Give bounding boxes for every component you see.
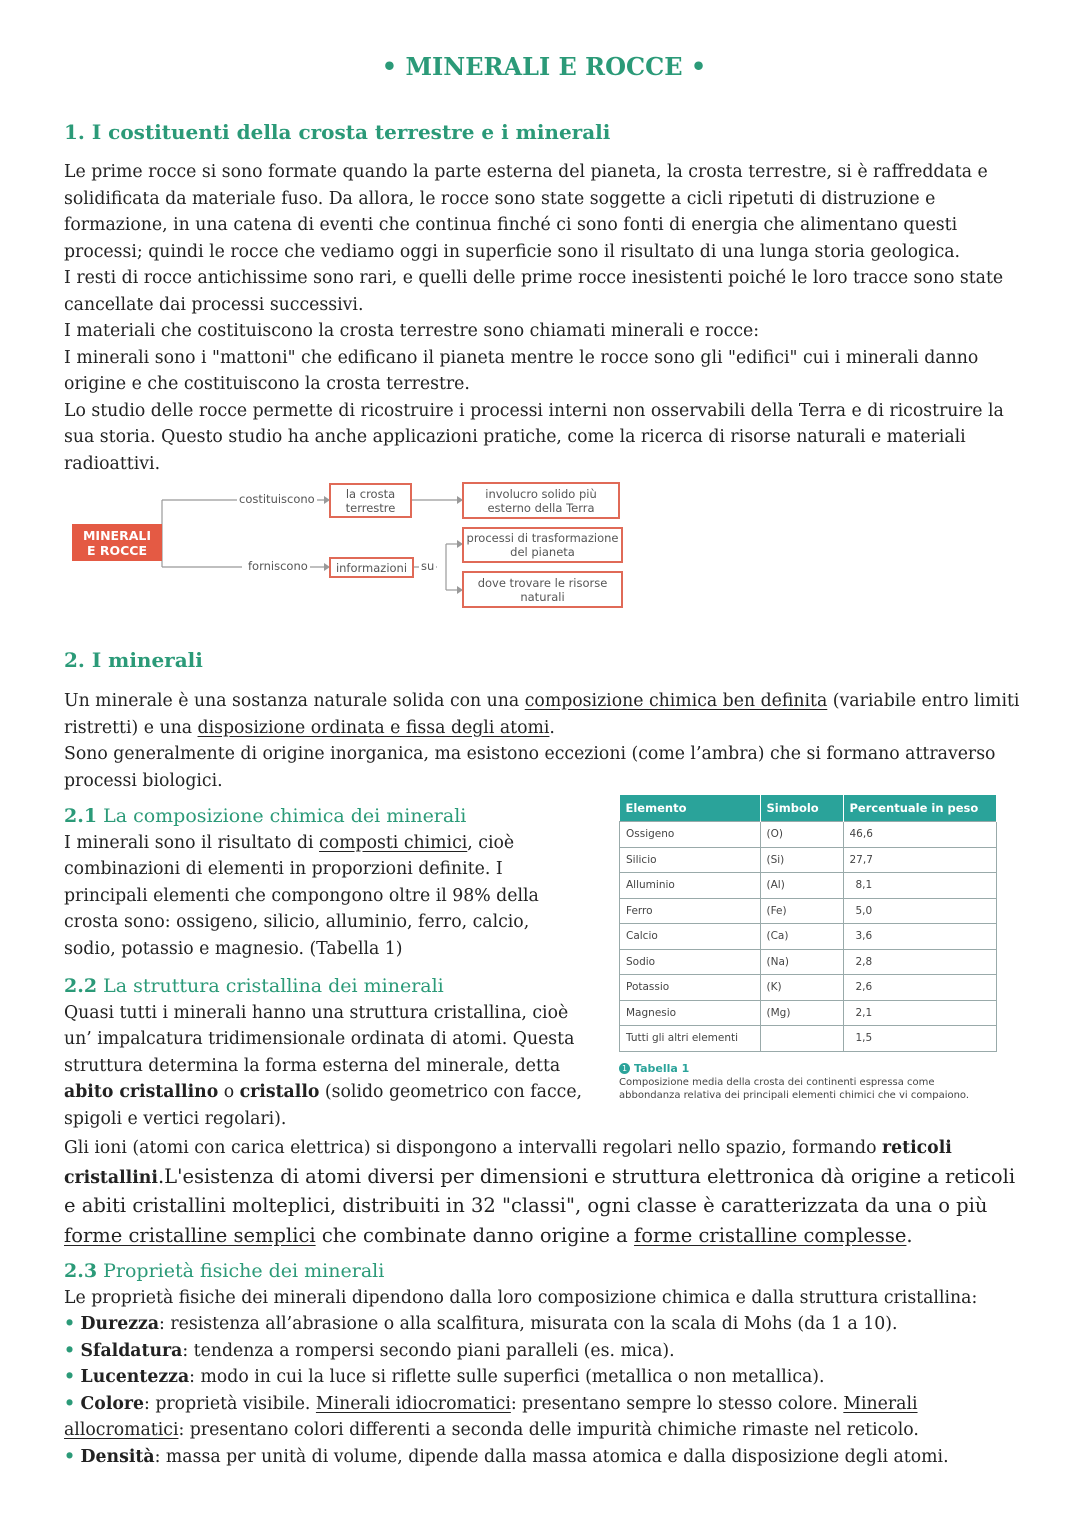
table-header-row xyxy=(620,795,997,822)
subsection-2-3-intro: Le proprietà fisiche dei minerali dipendono dalla loro composizione chimica e dalla struttura cristallina: xyxy=(64,1287,978,1308)
subsection-2-1-body: I minerali sono il risultato di composti chimici, cioè combinazioni di elementi in proporzioni definite. I principali elementi che compongono oltre il 98% della crosta sono: ossigeno, silicio, alluminio, ferro, calcio, sodio, potassio e magnesio. (Tabella 1) xyxy=(64,832,539,959)
header-elemento: Elemento xyxy=(620,795,761,822)
property-colore: • Colore: proprietà visibile. Minerali idiocromatici: presentano sempre lo stesso colore. Minerali allocromatici: presentano colori differenti a seconda delle impurità chimiche rimaste nel reticolo. xyxy=(64,1393,919,1440)
subsection-2-1 xyxy=(64,803,584,962)
table-caption-title: Tabella 1 xyxy=(634,1061,690,1075)
cell-percentuale: 2,1 xyxy=(843,1000,997,1026)
subsection-2-3-title: 2.3 Proprietà fisiche dei minerali xyxy=(64,1260,385,1282)
table-caption xyxy=(619,1062,997,1102)
concept-link-costituiscono: costituiscono xyxy=(239,492,315,506)
table-row xyxy=(620,873,997,899)
section2-intro xyxy=(64,688,1024,794)
cell-percentuale: 2,8 xyxy=(843,949,997,975)
info-icon: 1 xyxy=(619,1063,630,1074)
table-row xyxy=(620,822,997,848)
property-lucentezza: • Lucentezza: modo in cui la luce si riflette sulle superfici (metallica o non metallica). xyxy=(64,1367,825,1387)
page-title: • MINERALI E ROCCE • xyxy=(381,52,707,81)
cell-simbolo: (O) xyxy=(760,822,843,848)
cell-simbolo: (Al) xyxy=(760,873,843,899)
cell-simbolo: (Na) xyxy=(760,949,843,975)
mineral-definition: Un minerale è una sostanza naturale solida con una composizione chimica ben definita (variabile entro limiti ristretti) e una disposizione ordinata e fissa degli atomi. xyxy=(64,691,1020,738)
section1-paragraph: I resti di rocce antichissime sono rari, e quelli delle prime rocce inesistenti poiché le loro tracce sono state cancellate dai processi successivi. xyxy=(64,268,1004,315)
property-densita: • Densità: massa per unità di volume, dipende dalla massa atomica e dalla disposizione degli atomi. xyxy=(64,1446,949,1467)
cell-elemento: Potassio xyxy=(620,975,761,1001)
cell-elemento: Magnesio xyxy=(620,1000,761,1026)
subsection-2-1-title: 2.1 La composizione chimica dei minerali xyxy=(64,805,467,827)
concept-main-minerali-rocce: MINERALI E ROCCE xyxy=(72,524,162,561)
cell-percentuale: 3,6 xyxy=(843,924,997,950)
cell-percentuale: 46,6 xyxy=(843,822,997,848)
section1-paragraph: Le prime rocce si sono formate quando la parte esterna del pianeta, la crosta terrestre, si è raffreddata e solidificata da materiale fuso. Da allora, le rocce sono state soggette a cicli ripetuti di distruzione e formazione, in una catena di eventi che continua finché ci sono fonti di energia che alimentano questi processi; quindi le rocce che vediamo oggi in superficie sono il risultato di una lunga storia geologica. xyxy=(64,162,988,262)
section1-paragraph: I minerali sono i "mattoni" che edificano il pianeta mentre le rocce sono gli "edifici" cui i minerali danno origine e che costituiscono la crosta terrestre. xyxy=(64,347,979,394)
cell-elemento: Ossigeno xyxy=(620,822,761,848)
property-sfaldatura: • Sfaldatura: tendenza a rompersi secondo piani paralleli (es. mica). xyxy=(64,1340,675,1361)
cell-simbolo xyxy=(760,1026,843,1052)
table-row xyxy=(620,949,997,975)
table-1 xyxy=(619,795,997,1102)
property-durezza: • Durezza: resistenza all’abrasione o alla scalfitura, misurata con la scala di Mohs (da 1 a 10). xyxy=(64,1314,898,1334)
concept-box-risorse: dove trovare le risorse naturali xyxy=(462,571,623,608)
section1-paragraph: Lo studio delle rocce permette di ricostruire i processi interni non osservabili della Terra e di ricostruire la sua storia. Questo studio ha anche applicazioni pratiche, come la ricerca di risorse naturali e materiali radioattivi. xyxy=(64,400,1004,474)
section1-body xyxy=(64,159,1024,477)
cell-elemento: Alluminio xyxy=(620,873,761,899)
cell-simbolo: (K) xyxy=(760,975,843,1001)
subsection-2-2-title: 2.2 La struttura cristallina dei minerali xyxy=(64,975,444,997)
concept-map xyxy=(72,480,619,610)
cell-simbolo: (Fe) xyxy=(760,898,843,924)
section1-paragraph: I materiali che costituiscono la crosta terrestre sono chiamati minerali e rocce: xyxy=(64,321,760,341)
cell-simbolo: (Ca) xyxy=(760,924,843,950)
cell-elemento: Ferro xyxy=(620,898,761,924)
table-row xyxy=(620,924,997,950)
cell-elemento: Tutti gli altri elementi xyxy=(620,1026,761,1052)
subsection-2-2-body: Quasi tutti i minerali hanno una struttura cristallina, cioè un’ impalcatura tridimensionale ordinata di atomi. Questa struttura determina la forma esterna del minerale, detta abito cristallino o cristallo (solido geometrico con facce, spigoli e vertici regolari). xyxy=(64,1002,583,1129)
cell-elemento: Silicio xyxy=(620,847,761,873)
cell-elemento: Sodio xyxy=(620,949,761,975)
table-row xyxy=(620,898,997,924)
elements-table xyxy=(619,795,997,1052)
section1-heading: 1. I costituenti della crosta terrestre e i minerali xyxy=(64,120,611,144)
subsection-2-3 xyxy=(64,1258,1024,1470)
cell-percentuale: 2,6 xyxy=(843,975,997,1001)
cell-percentuale: 8,1 xyxy=(843,873,997,899)
concept-box-processi: processi di trasformazione del pianeta xyxy=(462,527,623,563)
subsection-2-2 xyxy=(64,973,584,1132)
crystal-lattice-paragraph: Gli ioni (atomi con carica elettrica) si dispongono a intervalli regolari nello spazio, formando reticoli cristallini.L'esistenza di atomi diversi per dimensioni e struttura elettronica dà origine a reticoli e abiti cristallini molteplici, distribuiti in 32 "classi", ogni classe è caratterizzata da una o più forme cristalline semplici che combinate danno origine a forme cristalline complesse. xyxy=(64,1138,1016,1247)
table-row xyxy=(620,1000,997,1026)
section2-heading: 2. I minerali xyxy=(64,648,203,672)
cell-elemento: Calcio xyxy=(620,924,761,950)
concept-box-informazioni: informazioni xyxy=(329,557,414,578)
concept-box-involucro: involucro solido più esterno della Terra xyxy=(462,482,620,519)
concept-box-crosta: la crosta terrestre xyxy=(329,483,412,518)
cell-simbolo: (Si) xyxy=(760,847,843,873)
cell-percentuale: 5,0 xyxy=(843,898,997,924)
concept-link-su: su xyxy=(421,559,435,573)
concept-link-forniscono: forniscono xyxy=(248,559,308,573)
header-percentuale: Percentuale in peso xyxy=(843,795,997,822)
cell-percentuale: 27,7 xyxy=(843,847,997,873)
table-caption-text: Composizione media della crosta dei continenti espressa come abbondanza relativa dei principali elementi chimici che vi compaiono. xyxy=(619,1076,970,1101)
table-row xyxy=(620,847,997,873)
cell-simbolo: (Mg) xyxy=(760,1000,843,1026)
header-simbolo: Simbolo xyxy=(760,795,843,822)
mineral-origin: Sono generalmente di origine inorganica, ma esistono eccezioni (come l’ambra) che si formano attraverso processi biologici. xyxy=(64,744,996,791)
cell-percentuale: 1,5 xyxy=(843,1026,997,1052)
table-row xyxy=(620,975,997,1001)
table-row xyxy=(620,1026,997,1052)
